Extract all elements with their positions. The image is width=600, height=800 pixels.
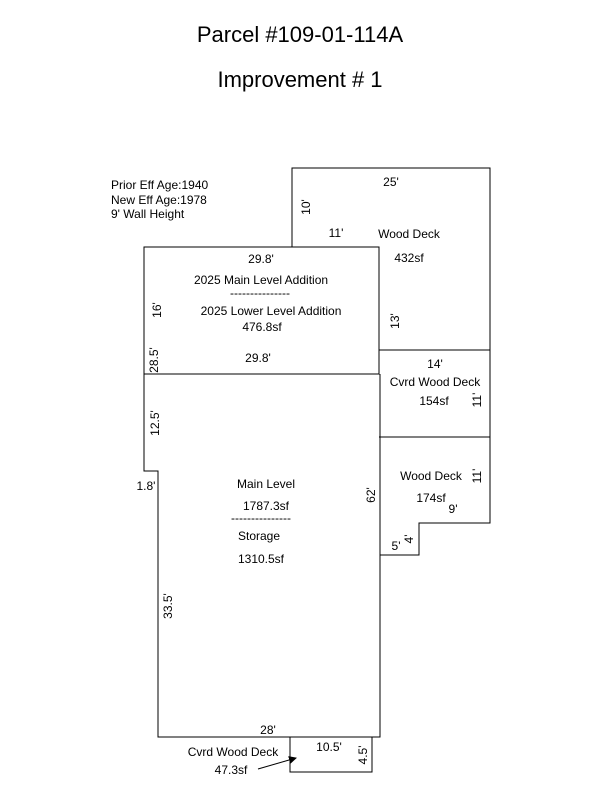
wood-deck-top-dim-inner: 11' <box>328 226 344 240</box>
cvrd-deck-right-area: 154sf <box>419 394 449 408</box>
wood-deck-small-dim-bottom: 9' <box>448 502 458 516</box>
cvrd-deck-bottom-label: Cvrd Wood Deck <box>187 745 279 759</box>
wood-deck-small-dim-step-v: 4' <box>402 534 416 544</box>
main-level-dim-notch: 1.8' <box>136 479 156 493</box>
addition-divider: --------------- <box>230 286 290 300</box>
main-level-dim-left-lower: 33.5' <box>161 593 175 619</box>
addition-dim-left-lower: 28.5' <box>147 347 161 373</box>
main-level-dim-right: 62' <box>364 487 378 503</box>
main-level-dim-left-upper: 12.5' <box>148 410 162 436</box>
cvrd-deck-right-dim-top: 14' <box>427 357 443 371</box>
cvrd-deck-bottom-dim-right: 4.5' <box>356 745 370 765</box>
addition-dim-left: 16' <box>150 302 164 318</box>
main-level-divider: --------------- <box>231 511 291 525</box>
addition-dim-top: 29.8' <box>248 252 274 266</box>
cvrd-deck-right-dim-right: 11' <box>470 392 484 408</box>
wood-deck-small-dim-step-h: 5' <box>391 539 401 553</box>
cvrd-deck-bottom-area: 47.3sf <box>214 763 248 777</box>
wood-deck-top-label: Wood Deck <box>378 227 440 241</box>
wall-height: 9' Wall Height <box>111 207 185 221</box>
main-level-area: 1787.3sf <box>242 499 290 513</box>
wood-deck-small-dim-right: 11' <box>470 468 484 484</box>
improvement-title: Improvement # 1 <box>217 67 383 92</box>
main-level-label: Main Level <box>236 477 296 491</box>
addition-label-lower: 2025 Lower Level Addition <box>200 304 342 318</box>
addition-area: 476.8sf <box>242 320 282 334</box>
new-eff-age: New Eff Age:1978 <box>111 192 207 207</box>
wood-deck-top-area: 432sf <box>394 251 424 265</box>
cvrd-deck-right-label: Cvrd Wood Deck <box>389 375 481 389</box>
storage-label: Storage <box>237 529 281 543</box>
wood-deck-top-dim-right-lower: 13' <box>388 313 402 329</box>
parcel-title: Parcel #109-01-114A <box>196 22 404 47</box>
main-level-dim-bottom: 28' <box>260 723 276 737</box>
cvrd-deck-bottom-dim-top: 10.5' <box>316 740 342 754</box>
wood-deck-small-label: Wood Deck <box>400 469 462 483</box>
wood-deck-top-dim-left: 10' <box>299 199 313 215</box>
addition-label-main: 2025 Main Level Addition <box>193 273 329 287</box>
addition-dim-bottom: 29.8' <box>245 351 271 365</box>
wood-deck-top-dim-top: 25' <box>383 175 399 189</box>
prior-eff-age: Prior Eff Age:1940 <box>111 178 209 192</box>
storage-area: 1310.5sf <box>237 552 285 566</box>
wood-deck-small-area: 174sf <box>416 491 446 505</box>
